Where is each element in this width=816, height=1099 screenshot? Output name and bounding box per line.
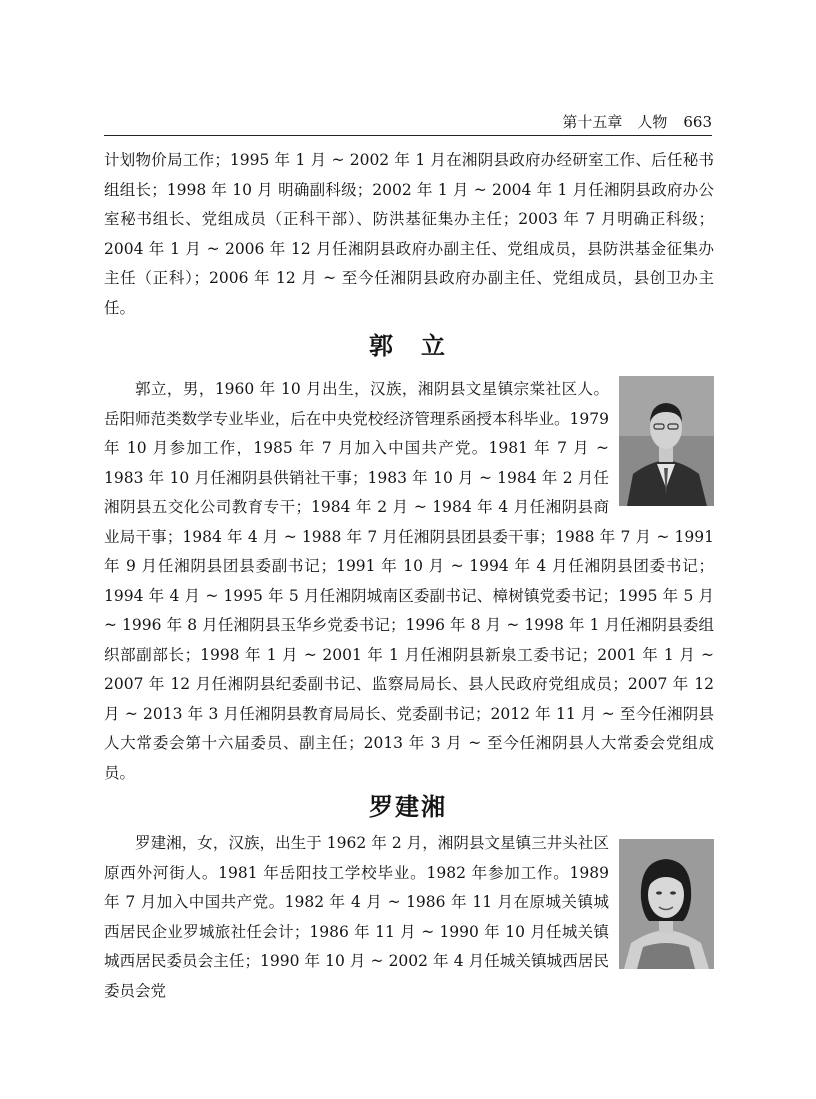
running-header (104, 112, 712, 132)
header-rule (104, 135, 712, 136)
portrait-photo-woman (619, 839, 714, 969)
page-number: 663 (683, 113, 712, 131)
portrait-photo-man (619, 376, 714, 506)
entry-heading-luo-jianxiang: 罗建湘 (369, 793, 447, 821)
entry-body-luo-jianxiang (104, 829, 714, 1006)
entry-heading-guo-li: 郭 立 (369, 332, 447, 360)
continued-paragraph: 计划物价局工作；1995 年 1 月 ~ 2002 年 1 月在湘阴县政府办经研室工作、后任秘书组组长；1998 年 10 月 明确副科级；2002 年 1 月 ~ 2004 年 1 月任湘阴县政府办公室秘书组长、党组成员（正科干部）、防洪基征集办主任；2003 年 7 月明确正科级；2004 年 1 月 ~ 2006 年 12 月任湘阴县政府办副主任、党组成员，县防洪基金征集办主任（正科）；2006 年 12 月 ~ 至今任湘阴县政府办副主任、党组成员，县创卫办主任。 (104, 151, 714, 317)
woman-portrait-icon (619, 839, 714, 969)
entry-bio-guo-li: 郭立，男，1960 年 10 月出生，汉族，湘阴县文星镇宗棠社区人。岳阳师范类数学专业毕业，后在中央党校经济管理系函授本科毕业。1979 年 10 月参加工作，1985 年 7 月加入中国共产党。1981 年 7 月 ~ 1983 年 10 月任湘阴县供销社干事；1983 年 10 月 ~ 1984 年 2 月任湘阴县五交化公司教育专干；1984 年 2 月 ~ 1984 年 4 月任湘阴县商业局干事；1984 年 4 月 ~ 1988 年 7 月任湘阴县团县委干事；1988 年 7 月 ~ 1991 年 9 月任湘阴县团县委副书记；1991 年 10 月 ~ 1994 年 4 月任湘阴县团委书记；1994 年 4 月 ~ 1995 年 5 月任湘阴城南区委副书记、樟树镇党委书记；1995 年 5 月 ~ 1996 年 8 月任湘阴县玉华乡党委书记；1996 年 8 月 ~ 1998 年 1 月任湘阴县委组织部副部长；1998 年 1 月 ~ 2001 年 1 月任湘阴县新泉工委书记；2001 年 1 月 ~ 2007 年 12 月任湘阴县纪委副书记、监察局局长、县人民政府党组成员；2007 年 12 月 ~ 2013 年 3 月任湘阴县教育局局长、党委副书记；2012 年 11 月 ~ 至今任湘阴县人大常委会第十六届委员、副主任；2013 年 3 月 ~ 至今任湘阴县人大常委会党组成员。 (104, 380, 714, 782)
chapter-title: 第十五章 人物 (562, 113, 668, 131)
entry-bio-luo-jianxiang: 罗建湘，女，汉族，出生于 1962 年 2 月，湘阴县文星镇三井头社区原西外河街人。1981 年岳阳技工学校毕业。1982 年参加工作。1989 年 7 月加入中国共产党。1982 年 4 月 ~ 1986 年 11 月在原城关镇城西居民企业罗城旅社任会计；1986 年 11 月 ~ 1990 年 10 月任城关镇城西居民委员会主任；1990 年 10 月 ~ 2002 年 4 月任城关镇城西居民委员会党 (104, 834, 609, 1000)
man-portrait-icon (619, 376, 714, 506)
entry-body-guo-li (104, 375, 714, 788)
